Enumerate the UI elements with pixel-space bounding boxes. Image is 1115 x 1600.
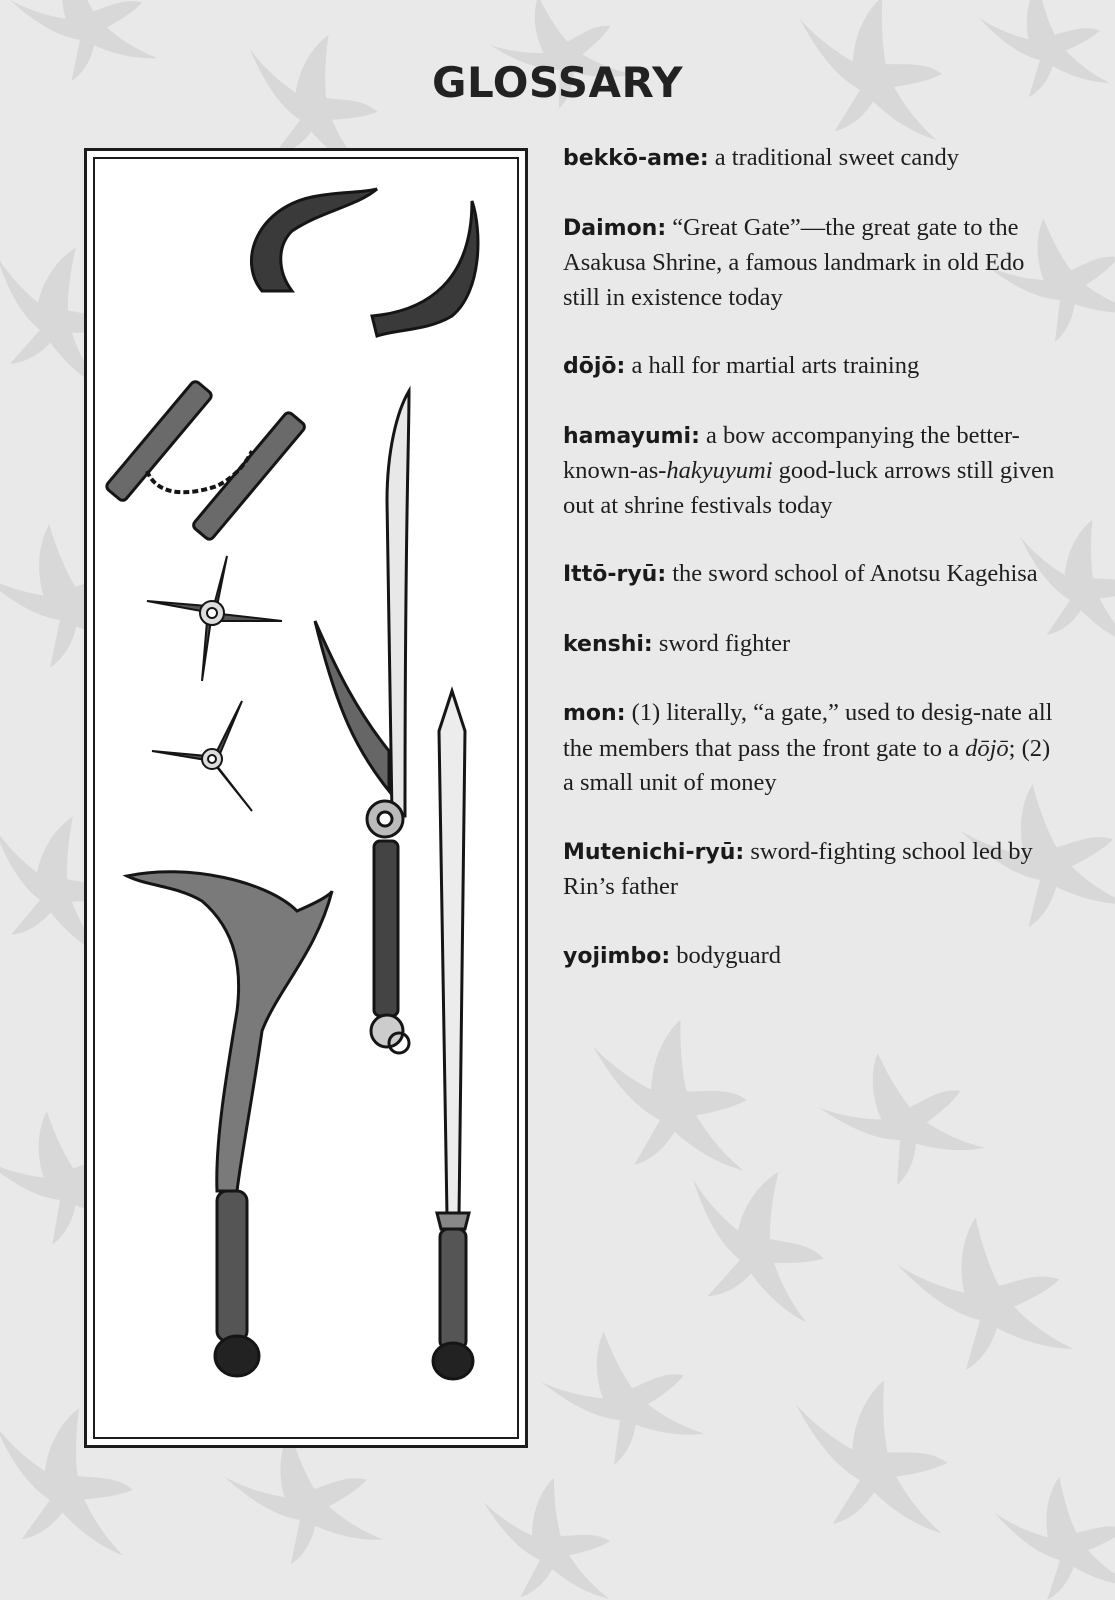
glossary-term: bekkō-ame: [563, 146, 709, 171]
glossary-definition-italic: dōjō [965, 734, 1009, 762]
weapons-illustration [87, 151, 525, 1445]
glossary-term: mon: [563, 701, 626, 726]
glossary-term: Mutenichi-ryū: [563, 839, 745, 865]
glossary-definition: bodyguard [670, 941, 782, 969]
glossary-term: hamayumi: [563, 423, 700, 449]
glossary-definition: sword fighter [652, 629, 791, 657]
glossary-entry-bekko-ame [563, 141, 1063, 177]
glossary-entry-daimon [563, 211, 1063, 316]
glossary-entry-kenshi [563, 627, 1063, 663]
glossary-term: kenshi: [563, 631, 653, 657]
glossary-entry-dojo [563, 349, 1063, 385]
glossary-term: dōjō: [563, 354, 626, 379]
glossary-list [563, 141, 1063, 1008]
glossary-definition: good-luck arrows still given out at shrine festivals today [563, 457, 1055, 519]
glossary-entry-hamayumi [563, 419, 1063, 524]
glossary-term: yojimbo: [563, 943, 671, 969]
glossary-definition: a hall for martial arts training [625, 352, 920, 379]
glossary-definition: ; (2) a small unit of money [563, 734, 1051, 796]
glossary-entry-itto-ryu [563, 557, 1063, 593]
sickle-blade-icon [127, 872, 332, 1376]
glossary-entry-mon [563, 696, 1063, 801]
sai-sword-icon [315, 391, 409, 1053]
glossary-term: Daimon: [563, 215, 667, 241]
glossary-definition: sword-fighting school led by Rin’s father [563, 837, 1033, 900]
straight-sword-icon [433, 691, 473, 1379]
glossary-definition: a bow accompanying the better-known-as- [563, 421, 1020, 484]
glossary-definition: a traditional sweet candy [708, 144, 960, 171]
kusarigama-icon [105, 189, 478, 541]
glossary-entry-mutenichi-ryu [563, 835, 1063, 905]
page-title: GLOSSARY [431, 58, 684, 107]
glossary-term: Ittō-ryū: [563, 562, 667, 587]
glossary-entry-yojimbo [563, 939, 1063, 975]
glossary-definition: (1) literally, “a gate,” used to desig-nate all the members that pass the front gate to a [563, 699, 1053, 762]
glossary-definition: the sword school of Anotsu Kagehisa [666, 560, 1038, 587]
illustration-panel [84, 148, 528, 1448]
glossary-definition-italic: hakyuyumi [666, 457, 773, 484]
glossary-definition: “Great Gate”—the great gate to the Asakusa Shrine, a famous landmark in old Edo still in existence today [563, 213, 1025, 311]
shuriken-icon [147, 556, 282, 811]
